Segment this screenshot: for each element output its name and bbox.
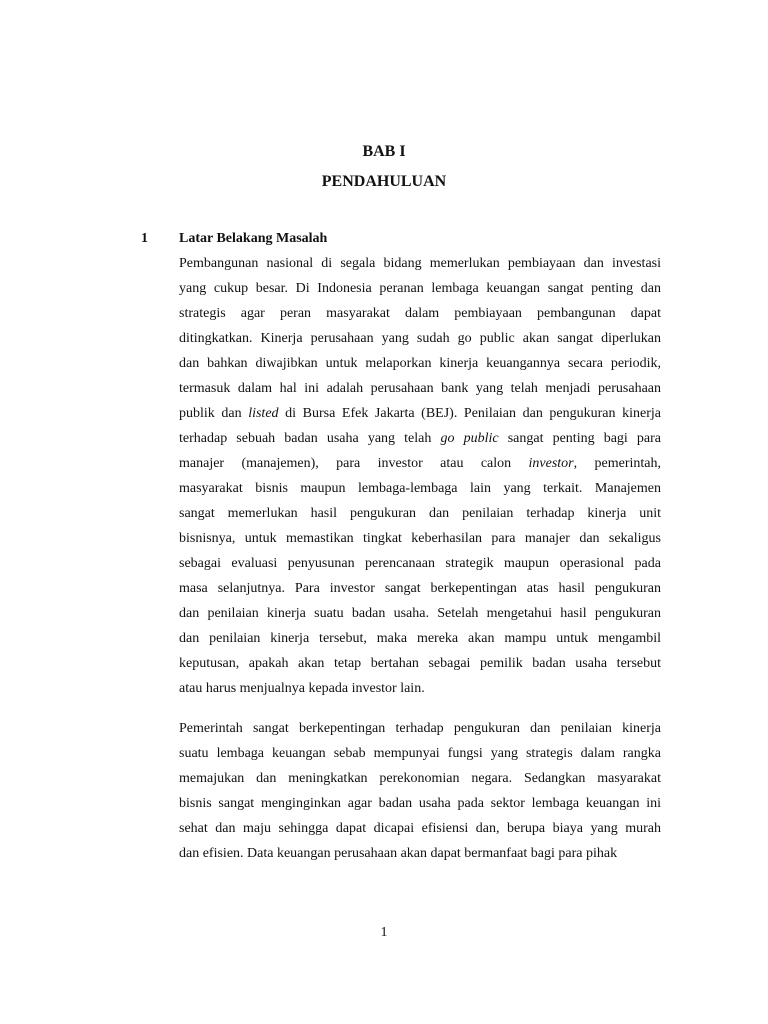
- text-line: termasuk dalam hal ini adalah perusahaan bank yang telah menjadi perusahaan: [179, 381, 661, 396]
- text-line: bisnisnya, untuk memastikan tingkat keberhasilan para manajer dan sekaligus: [179, 531, 661, 546]
- text-run: di Bursa Efek Jakarta (BEJ). Penilaian dan pengukuran kinerja: [278, 406, 661, 421]
- text-line: strategis agar peran masyarakat dalam pembiayaan pembangunan dapat: [179, 306, 661, 321]
- text-run: manajer (manajemen), para investor atau calon: [179, 456, 529, 471]
- text-line: dan penilaian kinerja tersebut, maka mereka akan mampu untuk mengambil: [179, 631, 661, 646]
- italic-term: go public: [440, 431, 499, 446]
- text-line: atau harus menjualnya kepada investor lain.: [179, 681, 425, 696]
- text-line: sangat memerlukan hasil pengukuran dan penilaian terhadap kinerja unit: [179, 506, 661, 521]
- chapter-number: BAB I: [362, 143, 406, 160]
- text-line: dan penilaian kinerja suatu badan usaha. Setelah mengetahui hasil pengukuran: [179, 606, 661, 621]
- text-run: sangat penting bagi para: [498, 431, 662, 446]
- text-line: Pembangunan nasional di segala bidang memerlukan pembiayaan dan investasi: [179, 256, 661, 271]
- text-line: [179, 401, 661, 426]
- text-line: sehat dan maju sehingga dapat dicapai efisiensi dan, berupa biaya yang murah: [179, 821, 661, 836]
- italic-term: investor: [528, 456, 574, 471]
- italic-term: listed: [248, 406, 279, 421]
- text-line: bisnis sangat menginginkan agar badan usaha pada sektor lembaga keuangan ini: [179, 796, 661, 811]
- text-line: Pemerintah sangat berkepentingan terhadap pengukuran dan penilaian kinerja: [179, 721, 661, 736]
- text-run: , pemerintah,: [573, 456, 661, 471]
- text-line: memajukan dan meningkatkan perekonomian negara. Sedangkan masyarakat: [179, 771, 661, 786]
- text-line: dan efisien. Data keuangan perusahaan akan dapat bermanfaat bagi para pihak: [179, 846, 618, 861]
- text-line: [179, 451, 661, 476]
- text-line: masyarakat bisnis maupun lembaga-lembaga lain yang terkait. Manajemen: [179, 481, 661, 496]
- page-number: 1: [380, 925, 388, 940]
- text-line: suatu lembaga keuangan sebab mempunyai fungsi yang strategis dalam rangka: [179, 746, 661, 761]
- text-line: ditingkatkan. Kinerja perusahaan yang sudah go public akan sangat diperlukan: [179, 331, 661, 346]
- text-run: publik dan: [179, 406, 249, 421]
- text-line: masa selanjutnya. Para investor sangat berkepentingan atas hasil pengukuran: [179, 581, 661, 596]
- text-line: yang cukup besar. Di Indonesia peranan lembaga keuangan sangat penting dan: [179, 281, 661, 296]
- text-line: sebagai evaluasi penyusunan perencanaan strategik maupun operasional pada: [179, 556, 661, 571]
- text-run: terhadap sebuah badan usaha yang telah: [179, 431, 441, 446]
- paragraph-background: [179, 251, 661, 701]
- section-number: 1: [141, 231, 148, 246]
- chapter-title: PENDAHULUAN: [321, 173, 447, 190]
- text-line: dan bahkan diwajibkan untuk melaporkan kinerja keuangannya secara periodik,: [179, 356, 661, 371]
- section-title: Latar Belakang Masalah: [179, 231, 328, 246]
- text-line: keputusan, apakah akan tetap bertahan sebagai pemilik badan usaha tersebut: [179, 656, 661, 671]
- text-line: [179, 426, 661, 451]
- paragraph-government: [179, 716, 661, 866]
